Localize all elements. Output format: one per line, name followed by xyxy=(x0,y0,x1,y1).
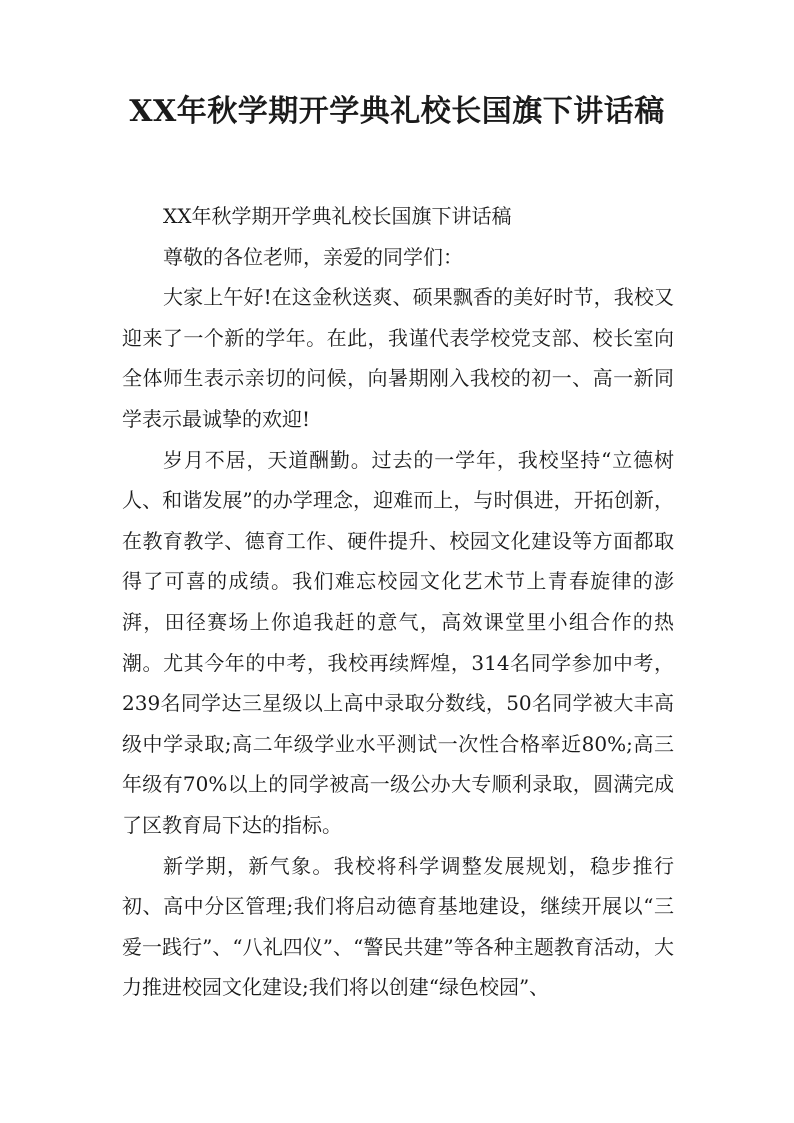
document-body xyxy=(122,196,674,1008)
document-title: XX年秋学期开学典礼校长国旗下讲话稿 xyxy=(129,94,665,129)
paragraph-review: 岁月不居，天道酬勤。过去的一学年，我校坚持“立德树人、和谐发展”的办学理念，迎难而上，与时俱进，开拓创新，在教育教学、德育工作、硬件提升、校园文化建设等方面都取得了可喜的成绩。我们难忘校园文化艺术节上青春旋律的澎湃，田径赛场上你追我赶的意气，高效课堂里小组合作的热潮。尤其今年的中考，我校再续辉煌，314名同学参加中考，239名同学达三星级以上高中录取分数线，50名同学被大丰高级中学录取;高二年级学业水平测试一次性合格率近80%;高三年级有70%以上的同学被高一级公办大专顺利录取，圆满完成了区教育局下达的指标。 xyxy=(122,447,674,837)
paragraph-salutation: 尊敬的各位老师，亲爱的同学们： xyxy=(163,244,463,269)
paragraph-subtitle: XX年秋学期开学典礼校长国旗下讲话稿 xyxy=(163,204,512,228)
paragraph-new-term: 新学期，新气象。我校将科学调整发展规划，稳步推行初、高中分区管理;我们将启动德育基地建设，继续开展以“三爱一践行”、“八礼四仪”、“警民共建”等各种主题教育活动，大力推进校园文化建设;我们将以创建“绿色校园”、 xyxy=(122,853,674,1000)
paragraph-greeting: 大家上午好!在这金秋送爽、硕果飘香的美好时节，我校又迎来了一个新的学年。在此，我谨代表学校党支部、校长室向全体师生表示亲切的问候，向暑期刚入我校的初一、高一新同学表示最诚挚的欢迎! xyxy=(122,285,674,431)
